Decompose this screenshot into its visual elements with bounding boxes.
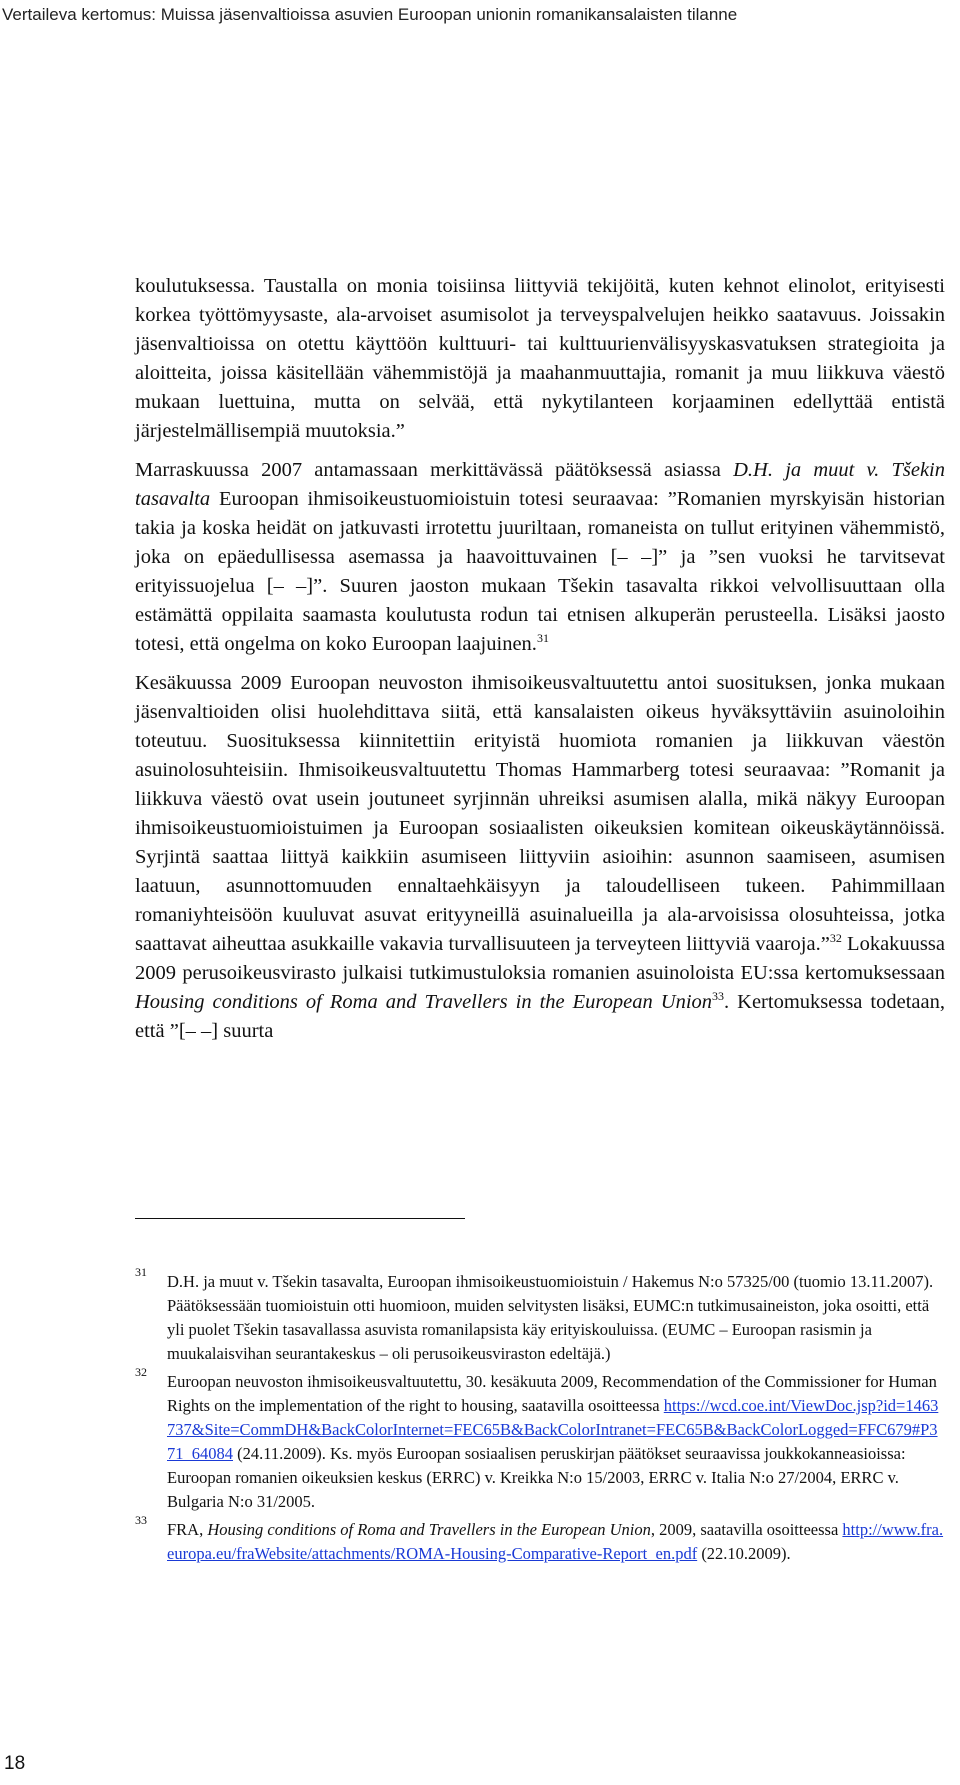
footnote-ref-32[interactable]: 32 [829, 931, 842, 946]
main-text [135, 272, 945, 1056]
footnote-number: 31 [135, 1265, 147, 1279]
footnote-32: 32 Euroopan neuvoston ihmisoikeusvaltuutettu, 30. kesäkuuta 2009, Recommendation of the Commissioner for Human Rights on the implementation of the right to housing, saatavilla osoitteessa https://wcd.coe.int/ViewDoc.jsp?id=1463737&Site=CommDH&BackColorInternet=FEC65B&BackColorIntranet=FEC65B&BackColorLogged=FFC679#P371_64084 (24.11.2009). Ks. myös Euroopan sosiaalisen peruskirjan päätökset seuraavissa joukkokanneasioissa: Euroopan romanien oikeuksien keskus (ERRC) v. Kreikka N:o 15/2003, ERRC v. Italia N:o 27/2004, ERRC v. Bulgaria N:o 31/2005. [135, 1365, 939, 1511]
coe-recommendation-link[interactable]: https://wcd.coe.int/ViewDoc.jsp?id=1463737&Site=CommDH&BackColorInternet=FEC65B&BackColorIntranet=FEC65B&BackColorLogged=FFC679#P371_64084 [167, 1396, 939, 1463]
footnote-33: 33 FRA, Housing conditions of Roma and Travellers in the European Union, 2009, saatavilla osoitteessa http://www.fra.europa.eu/fraWebsite/attachments/ROMA-Housing-Comparative-Report_en.pdf (22.10.2009). [135, 1513, 944, 1563]
page-number: 18 [4, 1753, 26, 1774]
paragraph-housing: Kesäkuussa 2009 Euroopan neuvoston ihmisoikeusvaltuutettu antoi suosituksen, jonka mukaan jäsenvaltioiden olisi huolehdittava siitä, että kansalaisten oikeus hyväksyttäviin asuinoloihin toteutuu. Suosituksessa kiinnitettiin erityistä huomiota romanien ja liikkuvan väestön asuinolosuhteisiin. Ihmisoikeusvaltuutettu Thomas Hammarberg totesi seuraavaa: ”Romanit ja liikkuva väestö ovat usein joutuneet syrjinnän uhreiksi asumisen alalla, mikä näkyy Euroopan ihmisoikeustuomioistuimen ja Euroopan sosiaalisten oikeuksien komitean oikeuskäytännöissä. Syrjintä saattaa liittyä kaikkiin asumiseen liittyviin asioihin: asunnon saamiseen, asumisen laatuun, asunnottomuuden ennaltaehkäisyyn ja taloudelliseen tukeen. Pahimmillaan romaniyhteisöön kuuluvat asuvat erityyneillä asuinalueilla ja ala-arvoisissa olosuhteissa, jotka saattavat aiheuttaa asukkaille vakavia turvallisuuteen ja terveyteen liittyviä vaaroja.”$^{32}$ Lokakuussa 2009 perusoikeusvirasto julkaisi tutkimustuloksia romanien asuinoloista EU:ssa kertomuksessaan Housing conditions of Roma and Travellers in the European Union$^{33}$. Kertomuksessa todetaan, että ”[– –] suurta [135, 672, 945, 1042]
footnote-number: 32 [135, 1365, 147, 1379]
running-header-title: Vertaileva kertomus: Muissa jäsenvaltioissa asuvien Euroopan unionin romanikansalaisten tilanne [2, 5, 738, 24]
footnote-number: 33 [135, 1513, 147, 1527]
paragraph-court-decision: Marraskuussa 2007 antamassaan merkittävässä päätöksessä asiassa D.H. ja muut v. Tšekin tasavalta Euroopan ihmisoikeustuomioistuin totesi seuraavaa: ”Romanien myrskyisän historian takia ja koska heidät on jatkuvasti irrotettu juuriltaan, romaneista on tullut erityinen vähemmistö, joka on epäedullisessa asemassa ja haavoittuvainen [– –]” ja ”sen vuoksi he tarvitsevat erityissuojelua [– –]”. Suuren jaoston mukaan Tšekin tasavalta rikkoi velvollisuuttaan olla estämättä oppilaita saamasta koulutusta rodun tai etnisen alkuperän perusteella. Lisäksi jaosto totesi, että ongelma on koko Euroopan laajuinen.$^{31}$ [135, 459, 945, 655]
footnotes [135, 1265, 945, 1570]
footnote-31: 31 D.H. ja muut v. Tšekin tasavalta, Euroopan ihmisoikeustuomioistuin / Hakemus N:o 57325/00 (tuomio 13.11.2007). Päätöksessään tuomioistuin otti huomioon, muiden selvitysten lisäksi, EUMC:n tutkimusaineiston, joka osoitti, että yli puolet Tšekin tasavallassa asuvista romanilapsista käy erityiskouluissa. (EUMC – Euroopan rasismin ja muukalaisvihan seurantakeskus – oli perusoikeusviraston edeltäjä.) [135, 1265, 934, 1363]
paragraph-education: koulutuksessa. Taustalla on monia toisiinsa liittyviä tekijöitä, kuten kehnot elinolot, erityisesti korkea työttömyysaste, ala-arvoiset asumisolot ja terveyspalvelujen heikko saatavuus. Joissakin jäsenvaltioissa on otettu käyttöön kulttuuri- tai kulttuurienvälisyyskasvatuksen strategioita ja aloitteita, joissa käsitellään vähemmistöjä ja maahanmuuttajia, romanit ja muu liikkuva väestö mukaan luettuina, mutta on selvää, että nykytilanteen korjaaminen edellyttää entistä järjestelmällisempiä muutoksia.” [135, 275, 945, 442]
fra-report-link[interactable]: http://www.fra.europa.eu/fraWebsite/attachments/ROMA-Housing-Comparative-Report_en.pdf [167, 1520, 944, 1563]
report-title: Housing conditions of Roma and Travellers in the European Union [135, 991, 713, 1013]
running-header [0, 4, 960, 34]
footnote-ref-33[interactable]: 33 [712, 989, 725, 1004]
case-name: D.H. ja muut v. Tšekin tasavalta [135, 459, 945, 510]
footnote-ref-31[interactable]: 31 [536, 631, 549, 646]
footnote-separator [135, 1218, 465, 1219]
